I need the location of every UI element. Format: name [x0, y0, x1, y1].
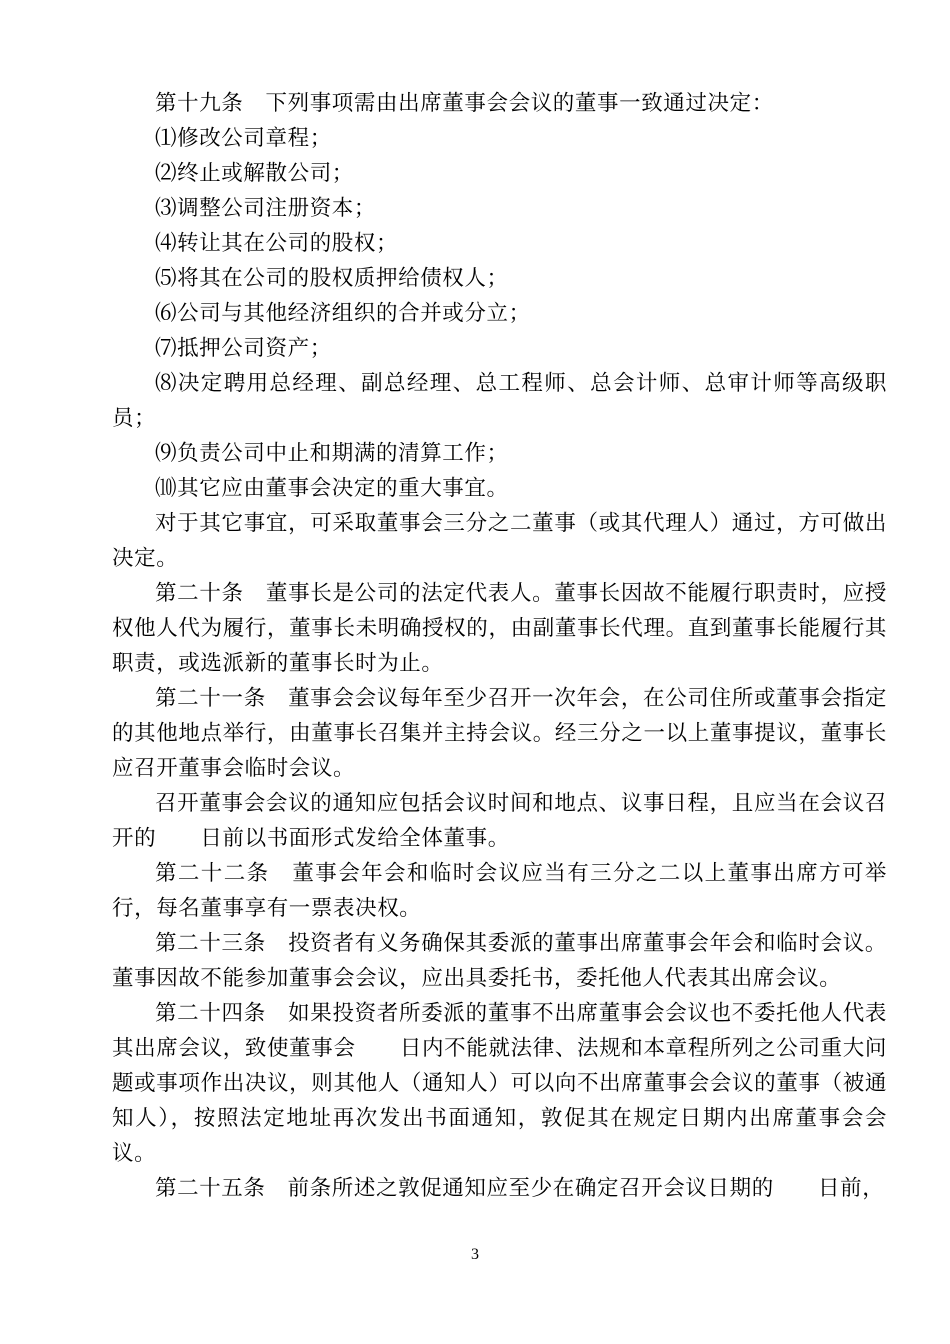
- other-matters-paragraph: 对于其它事宜，可采取董事会三分之二董事（或其代理人）通过，方可做出决定。: [112, 511, 887, 571]
- list-item-5: ⑸将其在公司的股权质押给债权人；: [155, 266, 509, 291]
- list-item-8: ⑻决定聘用总经理、副总经理、总工程师、总会计师、总审计师等高级职员；: [112, 371, 887, 431]
- article-21: 第二十一条 董事会会议每年至少召开一次年会，在公司住所或董事会指定的其他地点举行，由董事长召集并主持会议。经三分之一以上董事提议，董事长应召开董事会临时会议。: [112, 686, 887, 781]
- article-19-heading: 第十九条 下列事项需由出席董事会会议的董事一致通过决定：: [155, 91, 774, 116]
- list-item-3: ⑶调整公司注册资本；: [155, 196, 377, 221]
- article-20: 第二十条 董事长是公司的法定代表人。董事长因故不能履行职责时，应授权他人代为履行，董事长未明确授权的，由副董事长代理。直到董事长能履行其职责，或选派新的董事长时为止。: [112, 581, 887, 676]
- list-item-6: ⑹公司与其他经济组织的合并或分立；: [155, 301, 531, 326]
- meeting-notice-paragraph: 召开董事会会议的通知应包括会议时间和地点、议事日程，且应当在会议召开的 日前以书面形式发给全体董事。: [112, 791, 887, 851]
- document-body: [112, 86, 887, 1206]
- list-item-4: ⑷转让其在公司的股权；: [155, 231, 399, 256]
- list-item-9: ⑼负责公司中止和期满的清算工作；: [155, 441, 509, 466]
- page-number: 3: [471, 1246, 479, 1263]
- article-23: 第二十三条 投资者有义务确保其委派的董事出席董事会年会和临时会议。董事因故不能参加董事会会议，应出具委托书，委托他人代表其出席会议。: [112, 931, 887, 991]
- article-22: 第二十二条 董事会年会和临时会议应当有三分之二以上董事出席方可举行，每名董事享有一票表决权。: [112, 861, 887, 921]
- list-item-1: ⑴修改公司章程；: [155, 126, 332, 151]
- list-item-7: ⑺抵押公司资产；: [155, 336, 332, 361]
- list-item-10: ⑽其它应由董事会决定的重大事宜。: [155, 476, 509, 501]
- article-25: 第二十五条 前条所述之敦促通知应至少在确定召开会议日期的 日前，: [155, 1176, 885, 1201]
- article-24: 第二十四条 如果投资者所委派的董事不出席董事会会议也不委托他人代表其出席会议，致使董事会 日内不能就法律、法规和本章程所列之公司重大问题或事项作出决议，则其他人（通知人）可以向不出席董事会会议的董事（被通知人），按照法定地址再次发出书面通知，敦促其在规定日期内出席董事会会议。: [112, 1001, 887, 1166]
- list-item-2: ⑵终止或解散公司；: [155, 161, 354, 186]
